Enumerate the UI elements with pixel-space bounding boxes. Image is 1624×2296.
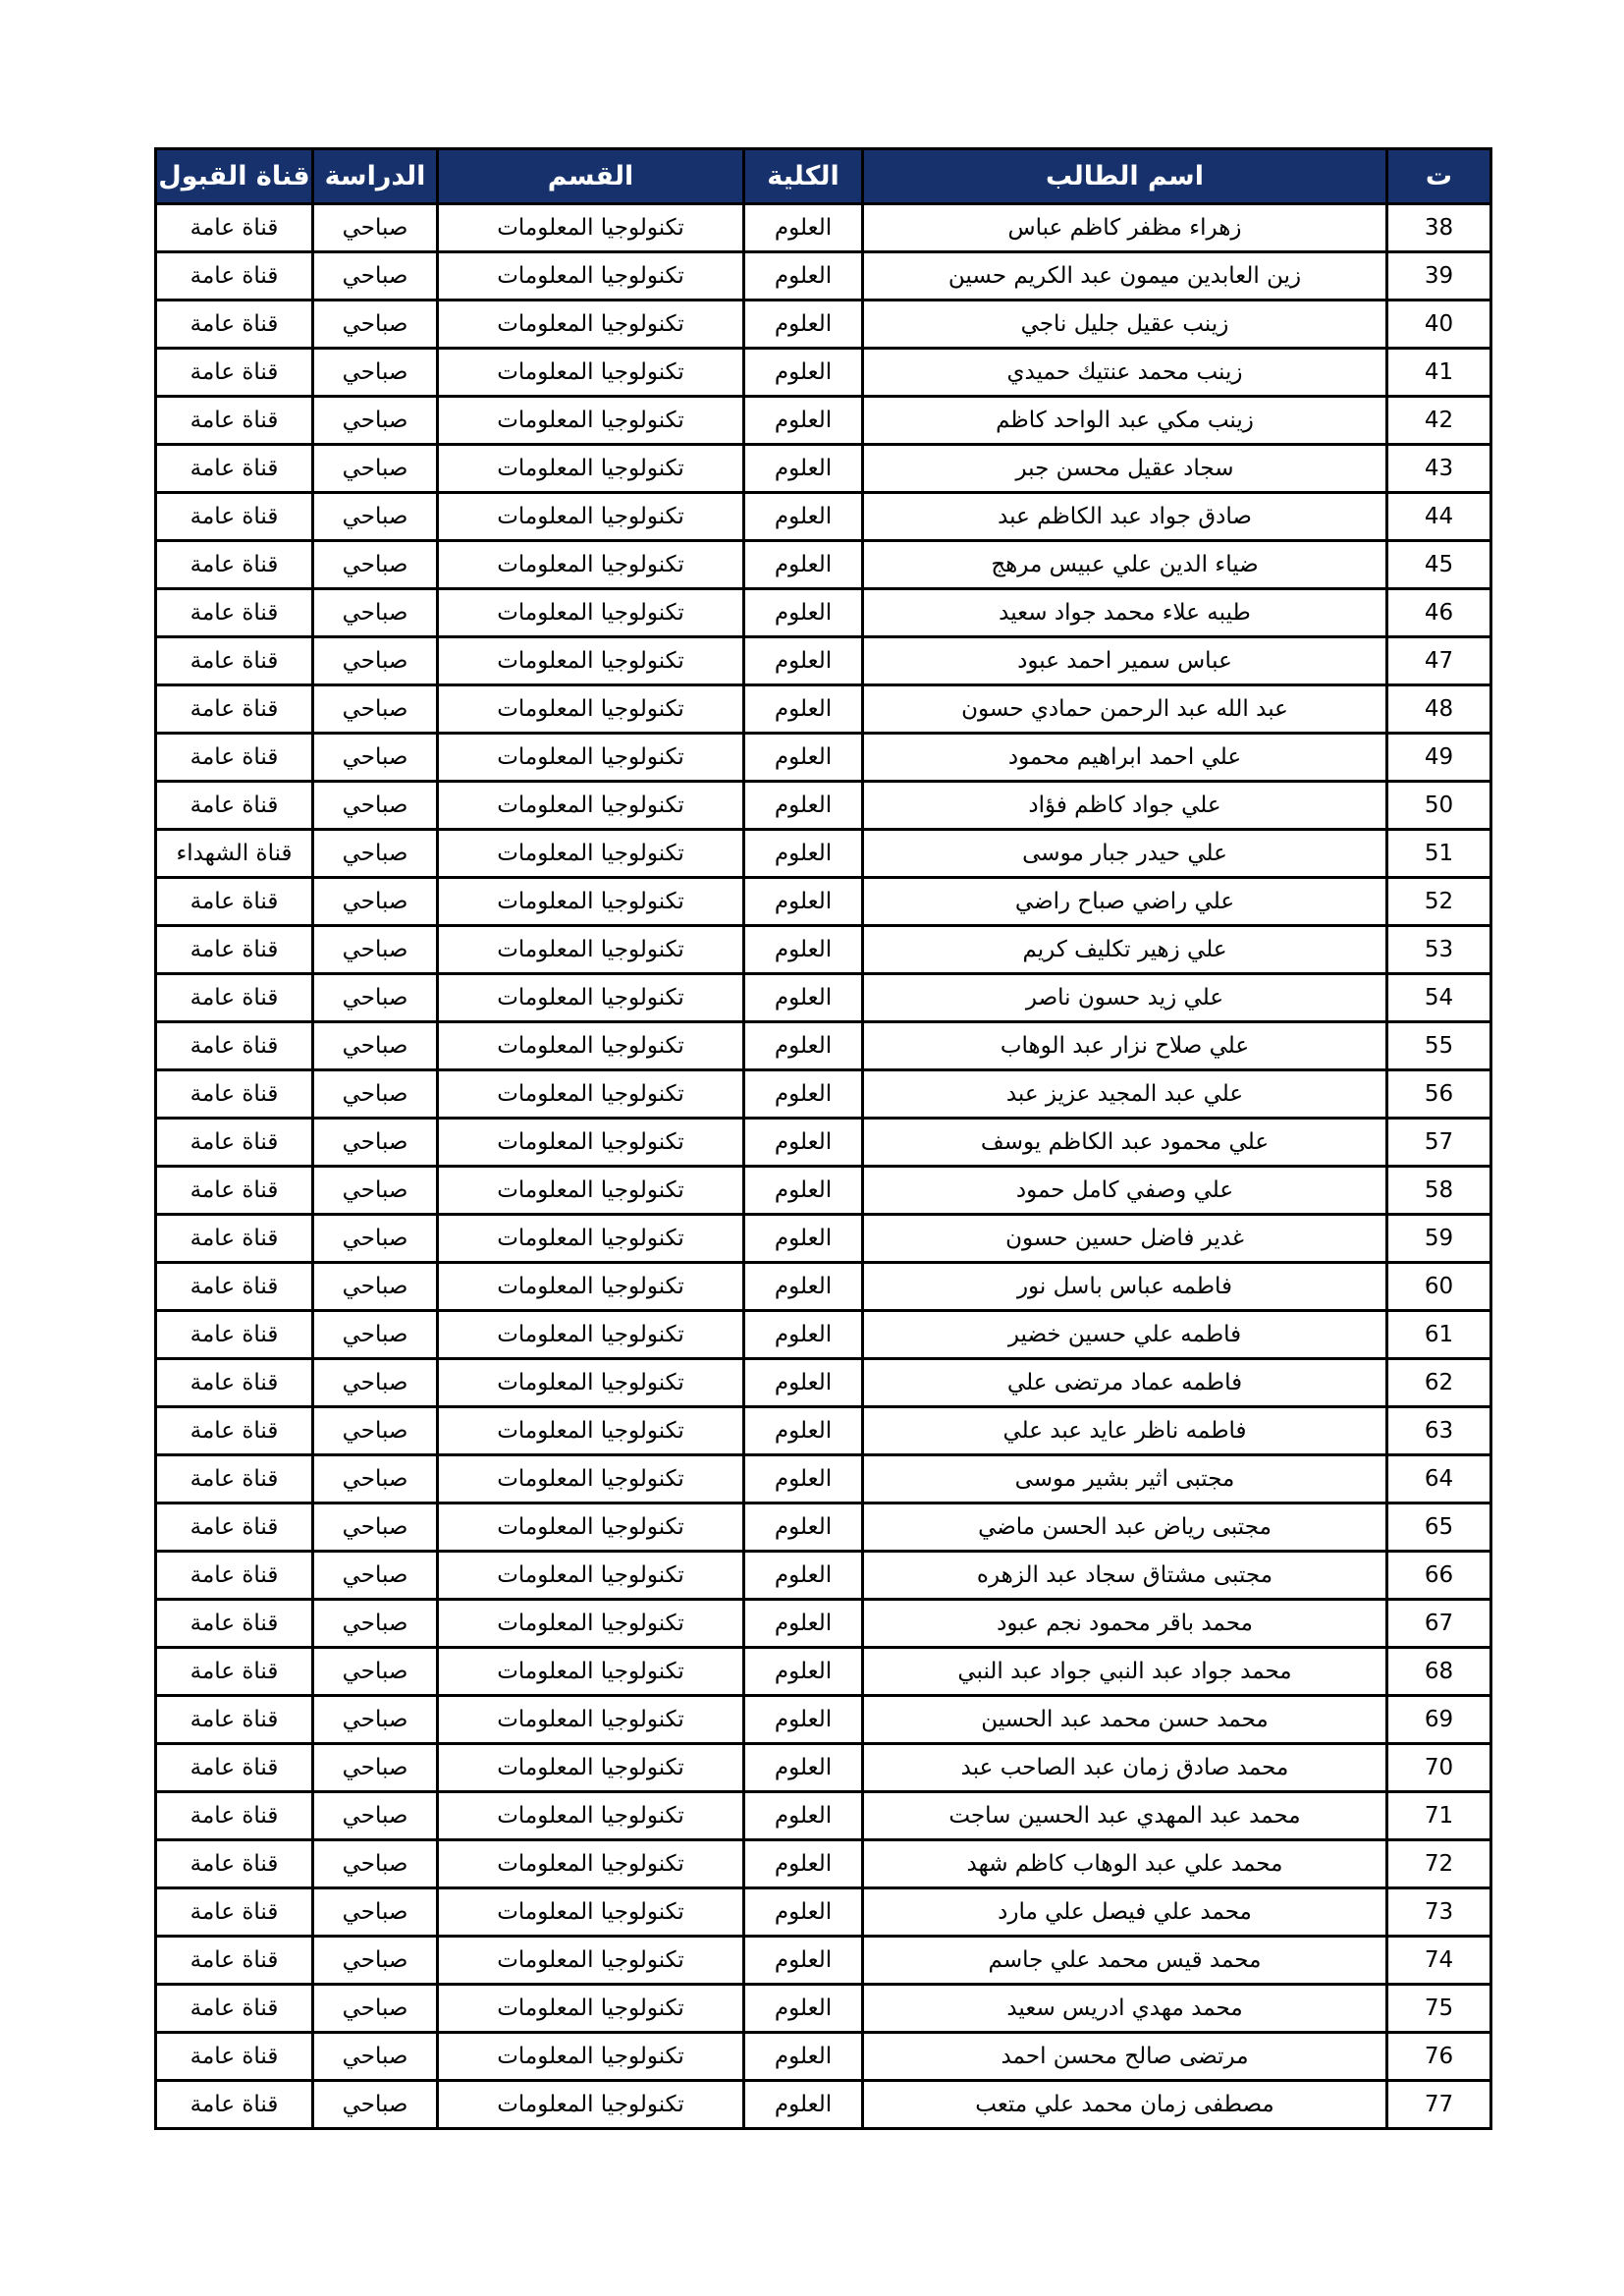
cell-student-name: محمد باقر محمود نجم عبود — [863, 1600, 1387, 1648]
cell-number: 47 — [1387, 637, 1491, 685]
table-row — [156, 1985, 1491, 2033]
cell-student-name: سجاد عقيل محسن جبر — [863, 445, 1387, 493]
cell-study: صباحي — [313, 2033, 438, 2081]
cell-number: 60 — [1387, 1263, 1491, 1311]
header-student-name: اسم الطالب — [863, 149, 1387, 204]
cell-study: صباحي — [313, 1263, 438, 1311]
cell-number: 75 — [1387, 1985, 1491, 2033]
header-row — [156, 149, 1491, 204]
cell-student-name: فاطمه ناظر عايد عبد علي — [863, 1407, 1387, 1455]
cell-college: العلوم — [744, 782, 863, 830]
cell-admission-channel: قناة الشهداء — [156, 830, 313, 878]
cell-study: صباحي — [313, 685, 438, 734]
cell-number: 39 — [1387, 252, 1491, 301]
cell-study: صباحي — [313, 1407, 438, 1455]
cell-number: 61 — [1387, 1311, 1491, 1359]
cell-number: 67 — [1387, 1600, 1491, 1648]
cell-study: صباحي — [313, 782, 438, 830]
cell-number: 38 — [1387, 204, 1491, 252]
cell-department: تكنولوجيا المعلومات — [438, 782, 744, 830]
cell-study: صباحي — [313, 1311, 438, 1359]
cell-department: تكنولوجيا المعلومات — [438, 445, 744, 493]
cell-admission-channel: قناة عامة — [156, 1600, 313, 1648]
table-row — [156, 349, 1491, 397]
cell-college: العلوم — [744, 974, 863, 1022]
cell-admission-channel: قناة عامة — [156, 2081, 313, 2129]
cell-study: صباحي — [313, 926, 438, 974]
cell-student-name: محمد مهدي ادريس سعيد — [863, 1985, 1387, 2033]
cell-admission-channel: قناة عامة — [156, 349, 313, 397]
cell-department: تكنولوجيا المعلومات — [438, 1792, 744, 1840]
table-row — [156, 252, 1491, 301]
cell-college: العلوم — [744, 252, 863, 301]
cell-department: تكنولوجيا المعلومات — [438, 1696, 744, 1744]
cell-college: العلوم — [744, 878, 863, 926]
table-row — [156, 1696, 1491, 1744]
cell-department: تكنولوجيا المعلومات — [438, 926, 744, 974]
cell-number: 62 — [1387, 1359, 1491, 1407]
table-row — [156, 204, 1491, 252]
cell-department: تكنولوجيا المعلومات — [438, 1022, 744, 1070]
cell-admission-channel: قناة عامة — [156, 685, 313, 734]
table-row — [156, 1119, 1491, 1167]
cell-department: تكنولوجيا المعلومات — [438, 541, 744, 589]
cell-student-name: غدير فاضل حسين حسون — [863, 1215, 1387, 1263]
cell-number: 59 — [1387, 1215, 1491, 1263]
cell-student-name: علي احمد ابراهيم محمود — [863, 734, 1387, 782]
cell-admission-channel: قناة عامة — [156, 2033, 313, 2081]
cell-department: تكنولوجيا المعلومات — [438, 1840, 744, 1888]
cell-admission-channel: قناة عامة — [156, 1119, 313, 1167]
cell-student-name: علي وصفي كامل حمود — [863, 1167, 1387, 1215]
cell-number: 41 — [1387, 349, 1491, 397]
cell-department: تكنولوجيا المعلومات — [438, 349, 744, 397]
cell-student-name: عباس سمير احمد عبود — [863, 637, 1387, 685]
cell-admission-channel: قناة عامة — [156, 1792, 313, 1840]
cell-college: العلوم — [744, 204, 863, 252]
cell-study: صباحي — [313, 1648, 438, 1696]
cell-admission-channel: قناة عامة — [156, 1648, 313, 1696]
cell-college: العلوم — [744, 589, 863, 637]
cell-student-name: ضياء الدين علي عبيس مرهج — [863, 541, 1387, 589]
cell-number: 45 — [1387, 541, 1491, 589]
cell-college: العلوم — [744, 1888, 863, 1937]
cell-study: صباحي — [313, 878, 438, 926]
cell-admission-channel: قناة عامة — [156, 252, 313, 301]
table-row — [156, 1263, 1491, 1311]
cell-student-name: علي محمود عبد الكاظم يوسف — [863, 1119, 1387, 1167]
cell-department: تكنولوجيا المعلومات — [438, 685, 744, 734]
cell-department: تكنولوجيا المعلومات — [438, 1167, 744, 1215]
cell-admission-channel: قناة عامة — [156, 734, 313, 782]
cell-college: العلوم — [744, 1503, 863, 1552]
cell-number: 68 — [1387, 1648, 1491, 1696]
cell-number: 70 — [1387, 1744, 1491, 1792]
cell-student-name: صادق جواد عبد الكاظم عبد — [863, 493, 1387, 541]
table-row — [156, 397, 1491, 445]
cell-student-name: علي جواد كاظم فؤاد — [863, 782, 1387, 830]
table-row — [156, 589, 1491, 637]
cell-department: تكنولوجيا المعلومات — [438, 589, 744, 637]
cell-study: صباحي — [313, 1888, 438, 1937]
cell-study: صباحي — [313, 1840, 438, 1888]
cell-college: العلوم — [744, 1167, 863, 1215]
table-row — [156, 2033, 1491, 2081]
cell-study: صباحي — [313, 1792, 438, 1840]
cell-college: العلوم — [744, 734, 863, 782]
cell-student-name: مجتبى رياض عبد الحسن ماضي — [863, 1503, 1387, 1552]
cell-student-name: محمد جواد عبد النبي جواد عبد النبي — [863, 1648, 1387, 1696]
cell-admission-channel: قناة عامة — [156, 926, 313, 974]
cell-college: العلوم — [744, 493, 863, 541]
cell-college: العلوم — [744, 1119, 863, 1167]
cell-admission-channel: قناة عامة — [156, 1311, 313, 1359]
cell-study: صباحي — [313, 1167, 438, 1215]
cell-admission-channel: قناة عامة — [156, 589, 313, 637]
cell-number: 42 — [1387, 397, 1491, 445]
cell-admission-channel: قناة عامة — [156, 1167, 313, 1215]
cell-college: العلوم — [744, 1552, 863, 1600]
cell-number: 76 — [1387, 2033, 1491, 2081]
cell-study: صباحي — [313, 1937, 438, 1985]
table-row — [156, 878, 1491, 926]
cell-college: العلوم — [744, 2081, 863, 2129]
cell-student-name: زينب محمد عنتيك حميدي — [863, 349, 1387, 397]
cell-number: 64 — [1387, 1455, 1491, 1503]
table-row — [156, 2081, 1491, 2129]
cell-department: تكنولوجيا المعلومات — [438, 1119, 744, 1167]
cell-number: 72 — [1387, 1840, 1491, 1888]
cell-study: صباحي — [313, 974, 438, 1022]
table-row — [156, 1359, 1491, 1407]
cell-college: العلوم — [744, 301, 863, 349]
cell-college: العلوم — [744, 1311, 863, 1359]
cell-number: 65 — [1387, 1503, 1491, 1552]
cell-department: تكنولوجيا المعلومات — [438, 1888, 744, 1937]
cell-student-name: علي راضي صباح راضي — [863, 878, 1387, 926]
table-row — [156, 1311, 1491, 1359]
cell-student-name: علي زهير تكليف كريم — [863, 926, 1387, 974]
header-number: ت — [1387, 149, 1491, 204]
cell-study: صباحي — [313, 1744, 438, 1792]
table-row — [156, 830, 1491, 878]
cell-number: 57 — [1387, 1119, 1491, 1167]
cell-number: 58 — [1387, 1167, 1491, 1215]
table-row — [156, 1167, 1491, 1215]
cell-number: 52 — [1387, 878, 1491, 926]
cell-department: تكنولوجيا المعلومات — [438, 204, 744, 252]
cell-department: تكنولوجيا المعلومات — [438, 1937, 744, 1985]
table-row — [156, 1070, 1491, 1119]
cell-number: 71 — [1387, 1792, 1491, 1840]
cell-department: تكنولوجيا المعلومات — [438, 2081, 744, 2129]
cell-student-name: زين العابدين ميمون عبد الكريم حسين — [863, 252, 1387, 301]
cell-admission-channel: قناة عامة — [156, 1022, 313, 1070]
table-row — [156, 926, 1491, 974]
cell-study: صباحي — [313, 541, 438, 589]
cell-number: 66 — [1387, 1552, 1491, 1600]
cell-college: العلوم — [744, 1744, 863, 1792]
cell-admission-channel: قناة عامة — [156, 1503, 313, 1552]
table-row — [156, 1792, 1491, 1840]
cell-student-name: مصطفى زمان محمد علي متعب — [863, 2081, 1387, 2129]
cell-admission-channel: قناة عامة — [156, 1937, 313, 1985]
cell-department: تكنولوجيا المعلومات — [438, 2033, 744, 2081]
cell-admission-channel: قناة عامة — [156, 1263, 313, 1311]
cell-student-name: علي حيدر جبار موسى — [863, 830, 1387, 878]
cell-admission-channel: قناة عامة — [156, 397, 313, 445]
cell-college: العلوم — [744, 1070, 863, 1119]
cell-study: صباحي — [313, 1119, 438, 1167]
cell-department: تكنولوجيا المعلومات — [438, 252, 744, 301]
cell-college: العلوم — [744, 1407, 863, 1455]
cell-study: صباحي — [313, 1600, 438, 1648]
cell-department: تكنولوجيا المعلومات — [438, 1311, 744, 1359]
cell-department: تكنولوجيا المعلومات — [438, 1552, 744, 1600]
cell-number: 43 — [1387, 445, 1491, 493]
cell-admission-channel: قناة عامة — [156, 541, 313, 589]
cell-study: صباحي — [313, 349, 438, 397]
cell-admission-channel: قناة عامة — [156, 1888, 313, 1937]
cell-study: صباحي — [313, 252, 438, 301]
cell-study: صباحي — [313, 2081, 438, 2129]
table-header — [156, 149, 1491, 204]
header-admission-channel: قناة القبول — [156, 149, 313, 204]
cell-number: 77 — [1387, 2081, 1491, 2129]
table-row — [156, 685, 1491, 734]
cell-admission-channel: قناة عامة — [156, 1215, 313, 1263]
cell-admission-channel: قناة عامة — [156, 974, 313, 1022]
cell-student-name: فاطمه علي حسين خضير — [863, 1311, 1387, 1359]
table-row — [156, 1600, 1491, 1648]
cell-department: تكنولوجيا المعلومات — [438, 397, 744, 445]
cell-college: العلوم — [744, 1455, 863, 1503]
cell-number: 48 — [1387, 685, 1491, 734]
cell-admission-channel: قناة عامة — [156, 878, 313, 926]
cell-student-name: علي زيد حسون ناصر — [863, 974, 1387, 1022]
cell-student-name: محمد قيس محمد علي جاسم — [863, 1937, 1387, 1985]
cell-study: صباحي — [313, 637, 438, 685]
cell-student-name: فاطمه عباس باسل نور — [863, 1263, 1387, 1311]
cell-number: 40 — [1387, 301, 1491, 349]
header-study: الدراسة — [313, 149, 438, 204]
cell-college: العلوم — [744, 1792, 863, 1840]
cell-number: 50 — [1387, 782, 1491, 830]
cell-admission-channel: قناة عامة — [156, 1840, 313, 1888]
table-row — [156, 637, 1491, 685]
cell-department: تكنولوجيا المعلومات — [438, 830, 744, 878]
cell-number: 46 — [1387, 589, 1491, 637]
table-row — [156, 301, 1491, 349]
cell-college: العلوم — [744, 1937, 863, 1985]
table-row — [156, 1455, 1491, 1503]
cell-admission-channel: قناة عامة — [156, 1985, 313, 2033]
cell-college: العلوم — [744, 541, 863, 589]
cell-number: 74 — [1387, 1937, 1491, 1985]
cell-department: تكنولوجيا المعلومات — [438, 1503, 744, 1552]
header-department: القسم — [438, 149, 744, 204]
cell-college: العلوم — [744, 445, 863, 493]
cell-college: العلوم — [744, 1359, 863, 1407]
cell-department: تكنولوجيا المعلومات — [438, 1744, 744, 1792]
cell-study: صباحي — [313, 1552, 438, 1600]
table-row — [156, 1937, 1491, 1985]
cell-admission-channel: قناة عامة — [156, 204, 313, 252]
table-row — [156, 1888, 1491, 1937]
table-row — [156, 1022, 1491, 1070]
cell-college: العلوم — [744, 1696, 863, 1744]
table-row — [156, 1840, 1491, 1888]
table-row — [156, 974, 1491, 1022]
cell-study: صباحي — [313, 589, 438, 637]
cell-number: 73 — [1387, 1888, 1491, 1937]
cell-college: العلوم — [744, 685, 863, 734]
table-row — [156, 782, 1491, 830]
table-row — [156, 734, 1491, 782]
cell-number: 55 — [1387, 1022, 1491, 1070]
cell-student-name: زينب مكي عبد الواحد كاظم — [863, 397, 1387, 445]
cell-student-name: مجتبى مشتاق سجاد عبد الزهره — [863, 1552, 1387, 1600]
cell-number: 54 — [1387, 974, 1491, 1022]
cell-department: تكنولوجيا المعلومات — [438, 1648, 744, 1696]
cell-study: صباحي — [313, 1215, 438, 1263]
cell-department: تكنولوجيا المعلومات — [438, 493, 744, 541]
cell-study: صباحي — [313, 1070, 438, 1119]
cell-study: صباحي — [313, 1503, 438, 1552]
cell-college: العلوم — [744, 830, 863, 878]
cell-number: 63 — [1387, 1407, 1491, 1455]
cell-department: تكنولوجيا المعلومات — [438, 1215, 744, 1263]
cell-college: العلوم — [744, 1022, 863, 1070]
cell-college: العلوم — [744, 1985, 863, 2033]
cell-student-name: زينب عقيل جليل ناجي — [863, 301, 1387, 349]
cell-department: تكنولوجيا المعلومات — [438, 974, 744, 1022]
cell-student-name: علي صلاح نزار عبد الوهاب — [863, 1022, 1387, 1070]
cell-admission-channel: قناة عامة — [156, 637, 313, 685]
cell-department: تكنولوجيا المعلومات — [438, 1600, 744, 1648]
cell-number: 49 — [1387, 734, 1491, 782]
table-row — [156, 1503, 1491, 1552]
cell-study: صباحي — [313, 493, 438, 541]
cell-number: 69 — [1387, 1696, 1491, 1744]
cell-study: صباحي — [313, 1359, 438, 1407]
cell-college: العلوم — [744, 1263, 863, 1311]
cell-study: صباحي — [313, 1455, 438, 1503]
cell-student-name: عبد الله عبد الرحمن حمادي حسون — [863, 685, 1387, 734]
cell-department: تكنولوجيا المعلومات — [438, 1359, 744, 1407]
cell-study: صباحي — [313, 445, 438, 493]
cell-study: صباحي — [313, 1022, 438, 1070]
cell-department: تكنولوجيا المعلومات — [438, 1455, 744, 1503]
table-row — [156, 445, 1491, 493]
cell-student-name: محمد علي عبد الوهاب كاظم شهد — [863, 1840, 1387, 1888]
cell-college: العلوم — [744, 637, 863, 685]
cell-study: صباحي — [313, 301, 438, 349]
cell-number: 53 — [1387, 926, 1491, 974]
cell-student-name: زهراء مظفر كاظم عباس — [863, 204, 1387, 252]
cell-study: صباحي — [313, 830, 438, 878]
table-row — [156, 541, 1491, 589]
cell-admission-channel: قناة عامة — [156, 1744, 313, 1792]
table-row — [156, 1648, 1491, 1696]
cell-study: صباحي — [313, 397, 438, 445]
student-roster-table — [154, 147, 1492, 2130]
cell-study: صباحي — [313, 734, 438, 782]
cell-student-name: محمد حسن محمد عبد الحسين — [863, 1696, 1387, 1744]
cell-department: تكنولوجيا المعلومات — [438, 1407, 744, 1455]
cell-student-name: طيبه علاء محمد جواد سعيد — [863, 589, 1387, 637]
table-body — [156, 204, 1491, 2129]
cell-student-name: محمد عبد المهدي عبد الحسين ساجت — [863, 1792, 1387, 1840]
cell-college: العلوم — [744, 1215, 863, 1263]
cell-college: العلوم — [744, 1648, 863, 1696]
table-row — [156, 1407, 1491, 1455]
cell-student-name: محمد صادق زمان عبد الصاحب عبد — [863, 1744, 1387, 1792]
cell-college: العلوم — [744, 2033, 863, 2081]
cell-admission-channel: قناة عامة — [156, 1359, 313, 1407]
cell-department: تكنولوجيا المعلومات — [438, 301, 744, 349]
table-row — [156, 493, 1491, 541]
cell-admission-channel: قناة عامة — [156, 1455, 313, 1503]
cell-department: تكنولوجيا المعلومات — [438, 1263, 744, 1311]
cell-admission-channel: قناة عامة — [156, 445, 313, 493]
cell-college: العلوم — [744, 1840, 863, 1888]
cell-number: 56 — [1387, 1070, 1491, 1119]
cell-study: صباحي — [313, 1985, 438, 2033]
cell-department: تكنولوجيا المعلومات — [438, 637, 744, 685]
cell-student-name: علي عبد المجيد عزيز عبد — [863, 1070, 1387, 1119]
cell-department: تكنولوجيا المعلومات — [438, 1070, 744, 1119]
table-row — [156, 1744, 1491, 1792]
cell-student-name: مرتضى صالح محسن احمد — [863, 2033, 1387, 2081]
cell-number: 44 — [1387, 493, 1491, 541]
cell-college: العلوم — [744, 926, 863, 974]
header-college: الكلية — [744, 149, 863, 204]
cell-study: صباحي — [313, 204, 438, 252]
cell-department: تكنولوجيا المعلومات — [438, 734, 744, 782]
cell-college: العلوم — [744, 349, 863, 397]
cell-number: 51 — [1387, 830, 1491, 878]
cell-admission-channel: قناة عامة — [156, 1552, 313, 1600]
cell-student-name: مجتبى اثير بشير موسى — [863, 1455, 1387, 1503]
cell-admission-channel: قناة عامة — [156, 1407, 313, 1455]
cell-college: العلوم — [744, 397, 863, 445]
cell-admission-channel: قناة عامة — [156, 1696, 313, 1744]
cell-student-name: محمد علي فيصل علي مارد — [863, 1888, 1387, 1937]
table-row — [156, 1215, 1491, 1263]
cell-department: تكنولوجيا المعلومات — [438, 1985, 744, 2033]
cell-department: تكنولوجيا المعلومات — [438, 878, 744, 926]
cell-study: صباحي — [313, 1696, 438, 1744]
cell-admission-channel: قناة عامة — [156, 782, 313, 830]
cell-admission-channel: قناة عامة — [156, 301, 313, 349]
table-row — [156, 1552, 1491, 1600]
cell-admission-channel: قناة عامة — [156, 1070, 313, 1119]
cell-student-name: فاطمه عماد مرتضى علي — [863, 1359, 1387, 1407]
cell-admission-channel: قناة عامة — [156, 493, 313, 541]
cell-college: العلوم — [744, 1600, 863, 1648]
